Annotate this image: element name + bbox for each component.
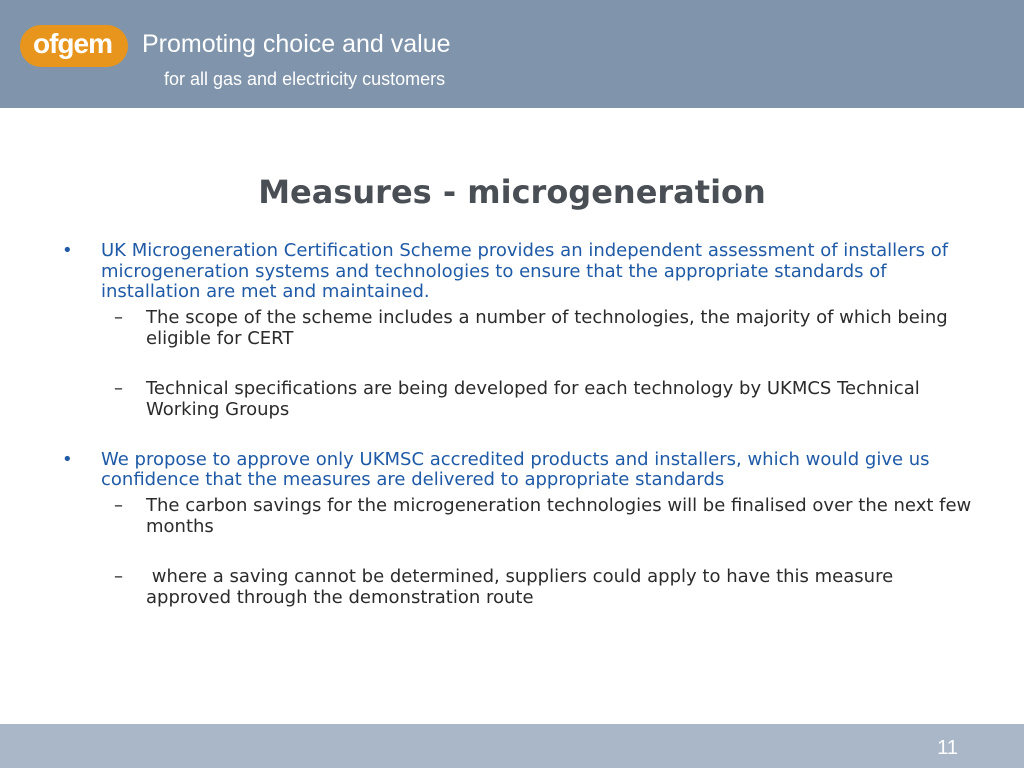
dash-icon: – — [114, 377, 123, 399]
bullet-text: We propose to approve only UKMSC accredited products and installers, which would give us confidence that the measures are delivered to appropriate standards — [101, 448, 930, 490]
slide-title: Measures - microgeneration — [258, 173, 766, 211]
slide-content — [62, 241, 982, 608]
sub-bullet-item — [114, 306, 982, 349]
header-bar — [0, 0, 1024, 108]
footer-bar — [0, 724, 1024, 768]
sub-bullet-text: The scope of the scheme includes a number of technologies, the majority of which being eligible for CERT — [146, 306, 948, 349]
sub-bullet-text: The carbon savings for the microgeneration technologies will be finalised over the next few months — [146, 494, 972, 537]
logo-text: ofgem — [33, 28, 112, 59]
bullet-icon: • — [62, 448, 73, 470]
sub-bullet-text: where a saving cannot be determined, suppliers could apply to have this measure approved through the demonstration route — [146, 565, 899, 608]
sub-bullet-text: Technical specifications are being developed for each technology by UKMCS Technical Working Groups — [146, 377, 920, 420]
page-number: 11 — [937, 737, 958, 759]
bullet-item — [62, 241, 982, 303]
bullet-icon: • — [62, 240, 73, 261]
dash-icon: – — [114, 565, 123, 587]
tagline-line2: for all gas and electricity customers — [164, 69, 446, 89]
dash-icon: – — [114, 494, 123, 516]
tagline-line1: Promoting choice and value — [142, 30, 451, 58]
dash-icon: – — [114, 306, 123, 328]
sub-bullet-item — [114, 565, 982, 608]
bullet-item — [62, 450, 982, 491]
sub-bullet-item — [114, 494, 982, 537]
sub-bullet-item — [114, 377, 982, 420]
bullet-text: UK Microgeneration Certification Scheme provides an independent assessment of installers of microgeneration systems and technologies to ensure that the appropriate standards of installation are met and maintained. — [101, 240, 949, 302]
ofgem-logo — [20, 25, 128, 67]
